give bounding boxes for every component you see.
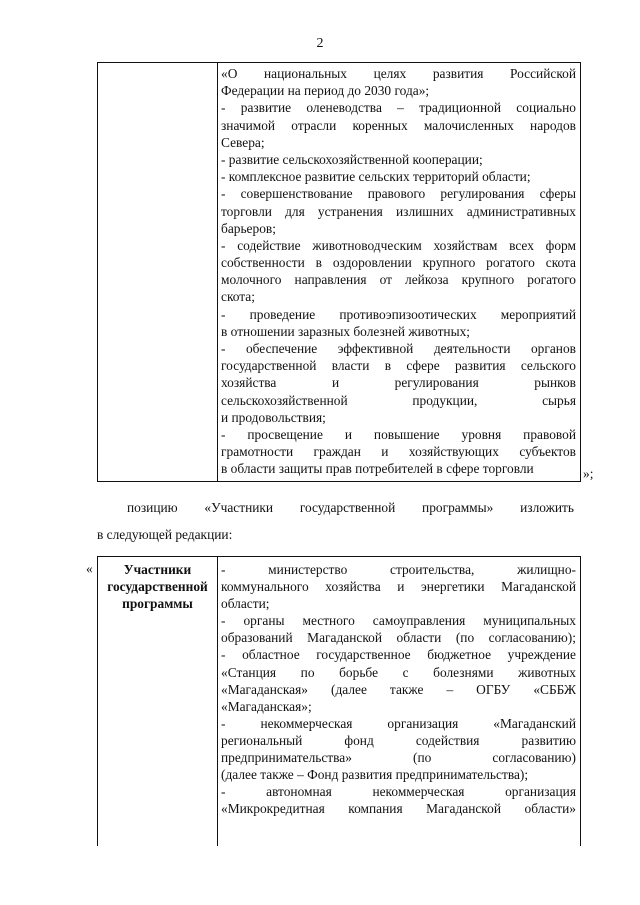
objective-text-line: в отношении заразных болезней животных;	[221, 323, 471, 339]
objective-text-line: и продовольствия;	[221, 409, 326, 425]
objective-text-line: в области защиты прав потребителей в сфере торговли	[221, 461, 534, 477]
objective-text-line: торговли для устранения излишних административных	[221, 203, 576, 219]
closing-quote: »;	[583, 466, 594, 481]
participant-text-line: коммунального хозяйства и энергетики Магаданской	[221, 579, 576, 595]
participant-text-line: - министерство строительства, жилищно-	[221, 562, 576, 577]
instruction-line-2: в следующей редакции:	[97, 527, 233, 542]
participant-text-line: «Магаданская»;	[221, 698, 312, 714]
objective-text-line: государственной власти в сфере развития сельского	[221, 358, 576, 374]
objectives-cell	[221, 65, 576, 478]
participant-text-line: (далее также – Фонд развития предпринимательства);	[221, 767, 529, 783]
instruction-line-1: позицию «Участники государственной программы» изложить	[127, 500, 574, 515]
opening-quote: «	[86, 561, 93, 576]
participant-text-line: предпринимательства» (по согласованию)	[221, 750, 576, 766]
objective-text-line: Севера;	[221, 134, 265, 150]
objective-text-line: хозяйства и регулирования рынков	[221, 375, 576, 391]
objective-text-line: значимой отрасли коренных малочисленных народов	[221, 117, 576, 133]
objective-text-line: грамотности граждан и хозяйствующих субъектов	[221, 444, 576, 460]
column-divider	[217, 557, 218, 846]
participant-text-line: «Магаданская» (далее также – ОГБУ «СББЖ	[221, 681, 576, 697]
objective-text-line: - проведение противоэпизоотических мероприятий	[221, 306, 576, 322]
participant-text-line: - автономная некоммерческая организация	[221, 784, 576, 800]
participant-text-line: «Станция по борьбе с болезнями животных	[221, 664, 576, 680]
participant-text-line: образований Магаданской области (по согласованию);	[221, 630, 576, 646]
objective-text-line: - совершенствование правового регулирования сферы	[221, 186, 576, 202]
objective-text-line: - развитие сельскохозяйственной кооперации;	[221, 151, 483, 167]
objective-text-line: - обеспечение эффективной деятельности органов	[221, 341, 576, 356]
participants-heading-cell	[98, 561, 217, 612]
objective-text-line: Федерации на период до 2030 года»;	[221, 83, 430, 99]
objective-text-line: сельскохозяйственной продукции, сырья	[221, 392, 576, 408]
heading-line: программы	[122, 596, 193, 611]
participant-text-line: области;	[221, 596, 270, 612]
participants-table	[97, 556, 581, 846]
participant-text-line: - некоммерческая организация «Магаданский	[221, 715, 576, 731]
participant-text-line: «Микрокредитная компания Магаданской области»	[221, 801, 576, 817]
participant-text-line: - областное государственное бюджетное учреждение	[221, 647, 576, 663]
participant-text-line: региональный фонд содействия развитию	[221, 732, 576, 748]
participants-list-cell	[221, 561, 576, 817]
objective-text-line: - просвещение и повышение уровня правовой	[221, 426, 576, 442]
heading-line: Участники	[123, 562, 192, 577]
column-divider	[217, 63, 218, 481]
objective-text-line: собственности в оздоровлении крупного рогатого скота	[221, 255, 576, 271]
page-number: 2	[316, 36, 324, 51]
objective-text-line: молочного направления от лейкоза крупного рогатого	[221, 272, 576, 288]
objective-text-line: барьеров;	[221, 220, 276, 236]
heading-line: государственной	[107, 579, 208, 594]
objective-text-line: - комплексное развитие сельских территорий области;	[221, 169, 531, 185]
objective-text-line: «О национальных целях развития Российской	[221, 66, 576, 81]
continued-objectives-table	[97, 62, 581, 482]
objective-text-line: - развитие оленеводства – традиционной социально	[221, 100, 576, 116]
objective-text-line: скота;	[221, 289, 255, 305]
objective-text-line: - содействие животноводческим хозяйствам всех форм	[221, 237, 576, 253]
participant-text-line: - органы местного самоуправления муниципальных	[221, 613, 576, 629]
